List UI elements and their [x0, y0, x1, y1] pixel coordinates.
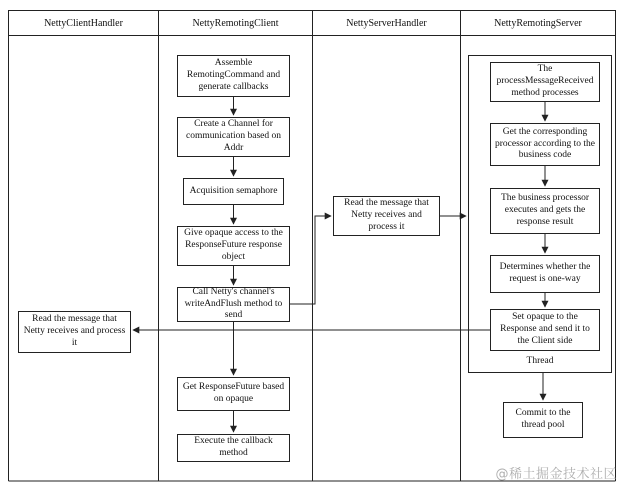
node-server-read-message: Read the message that Netty receives and process it — [333, 196, 440, 236]
arrow-writeflush-to-serverhandler — [290, 216, 331, 304]
node-determine-oneway: Determines whether the request is one-way — [490, 255, 600, 293]
lane-header-netty-remoting-client: NettyRemotingClient — [158, 10, 313, 36]
node-assemble-command: Assemble RemotingCommand and generate callbacks — [177, 55, 290, 97]
node-get-responsefuture: Get ResponseFuture based on opaque — [177, 377, 290, 411]
node-acquire-semaphore: Acquisition semaphore — [183, 178, 284, 205]
node-write-and-flush: Call Netty's channel's writeAndFlush method to send — [177, 287, 290, 322]
watermark-text: @稀土掘金技术社区 — [495, 467, 617, 482]
node-set-opaque-response: Set opaque to the Response and send it to the Client side — [490, 309, 600, 351]
node-commit-thread-pool: Commit to the thread pool — [503, 402, 583, 438]
lane-header-netty-server-handler: NettyServerHandler — [312, 10, 461, 36]
node-opaque-responsefuture: Give opaque access to the ResponseFuture response object — [177, 226, 290, 266]
node-process-message-received: The processMessageReceived method processes — [490, 62, 600, 102]
node-create-channel: Create a Channel for communication based on Addr — [177, 117, 290, 157]
node-execute-callback: Execute the callback method — [177, 434, 290, 462]
thread-label: Thread — [526, 356, 554, 366]
lane-header-netty-client-handler: NettyClientHandler — [8, 10, 159, 36]
lane-header-netty-remoting-server: NettyRemotingServer — [460, 10, 616, 36]
node-processor-executes: The business processor executes and gets the response result — [490, 188, 600, 234]
node-get-processor: Get the corresponding processor according to the business code — [490, 123, 600, 166]
node-client-read-message: Read the message that Netty receives and process it — [18, 311, 131, 353]
